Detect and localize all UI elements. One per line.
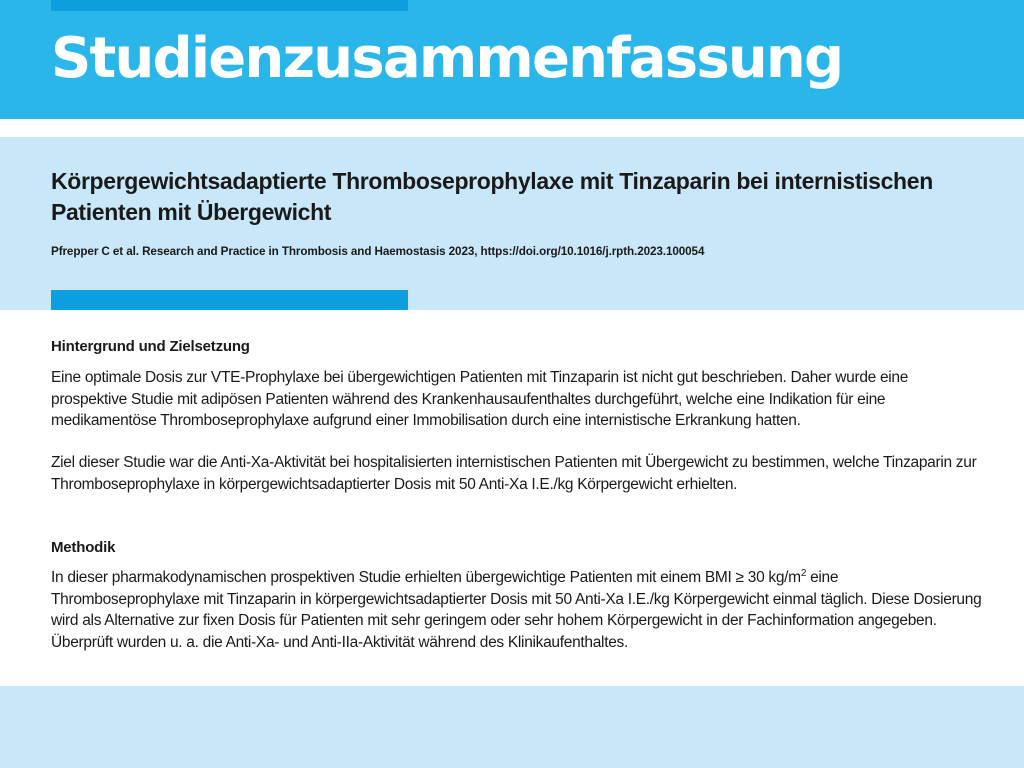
background-paragraph-1: Eine optimale Dosis zur VTE-Prophylaxe bei übergewichtigen Patienten mit Tinzaparin ist nicht gut beschrieben. Daher wurde eine prospektive Studie mit adipösen Patienten während des Krankenhausaufenthaltes durchgeführt, welche eine Indikation für eine medikamentöse Thromboseprophylaxe aufgrund einer Immobilisation durch eine internistische Erkrankung hatten. (51, 369, 909, 429)
methods-paragraph-superscript: 2 (800, 567, 807, 579)
page-title: Studienzusammenfassung (51, 26, 843, 91)
study-title: Körpergewichtsadaptierte Thromboseprophylaxe mit Tinzaparin bei internistischen Patienten mit Übergewicht (51, 168, 933, 225)
methods-heading: Methodik (51, 539, 116, 556)
methods-paragraph (51, 567, 986, 653)
study-citation: Pfrepper C et al. Research and Practice in Thrombosis and Haemostasis 2023, https://doi.org/10.1016/j.rpth.2023.100054 (51, 245, 705, 258)
background-heading: Hintergrund und Zielsetzung (51, 338, 250, 355)
header-accent-bar (51, 0, 408, 11)
background-paragraph-2: Ziel dieser Studie war die Anti-Xa-Aktivität bei hospitalisierten internistischen Patienten mit Übergewicht zu bestimmen, welche Tinzaparin zur Thromboseprophylaxe in körpergewichtsadaptierter Dosis mit 50 Anti-Xa I.E./kg Körpergewicht erhielten. (51, 454, 977, 493)
header-banner (0, 0, 1024, 119)
methods-paragraph-text-1: In dieser pharmakodynamischen prospektiven Studie erhielten übergewichtige Patienten mit einem BMI ≥ 30 kg/m (51, 569, 801, 586)
bottom-band (0, 686, 1024, 768)
methods-paragraph-text-2: eine Thromboseprophylaxe mit Tinzaparin in körpergewichtsadaptierter Dosis mit 50 Anti-Xa I.E./kg Körpergewicht einmal täglich. Diese Dosierung wird als Alternative zur fixen Dosis für Patienten mit sehr geringem oder sehr hohem Körpergewicht in der Fachinformation angegeben. Überprüft wurden u. a. die Anti-Xa- und Anti-IIa-Aktivität während des Klinikaufenthaltes. (51, 569, 982, 651)
study-band-accent-bar (51, 290, 408, 310)
